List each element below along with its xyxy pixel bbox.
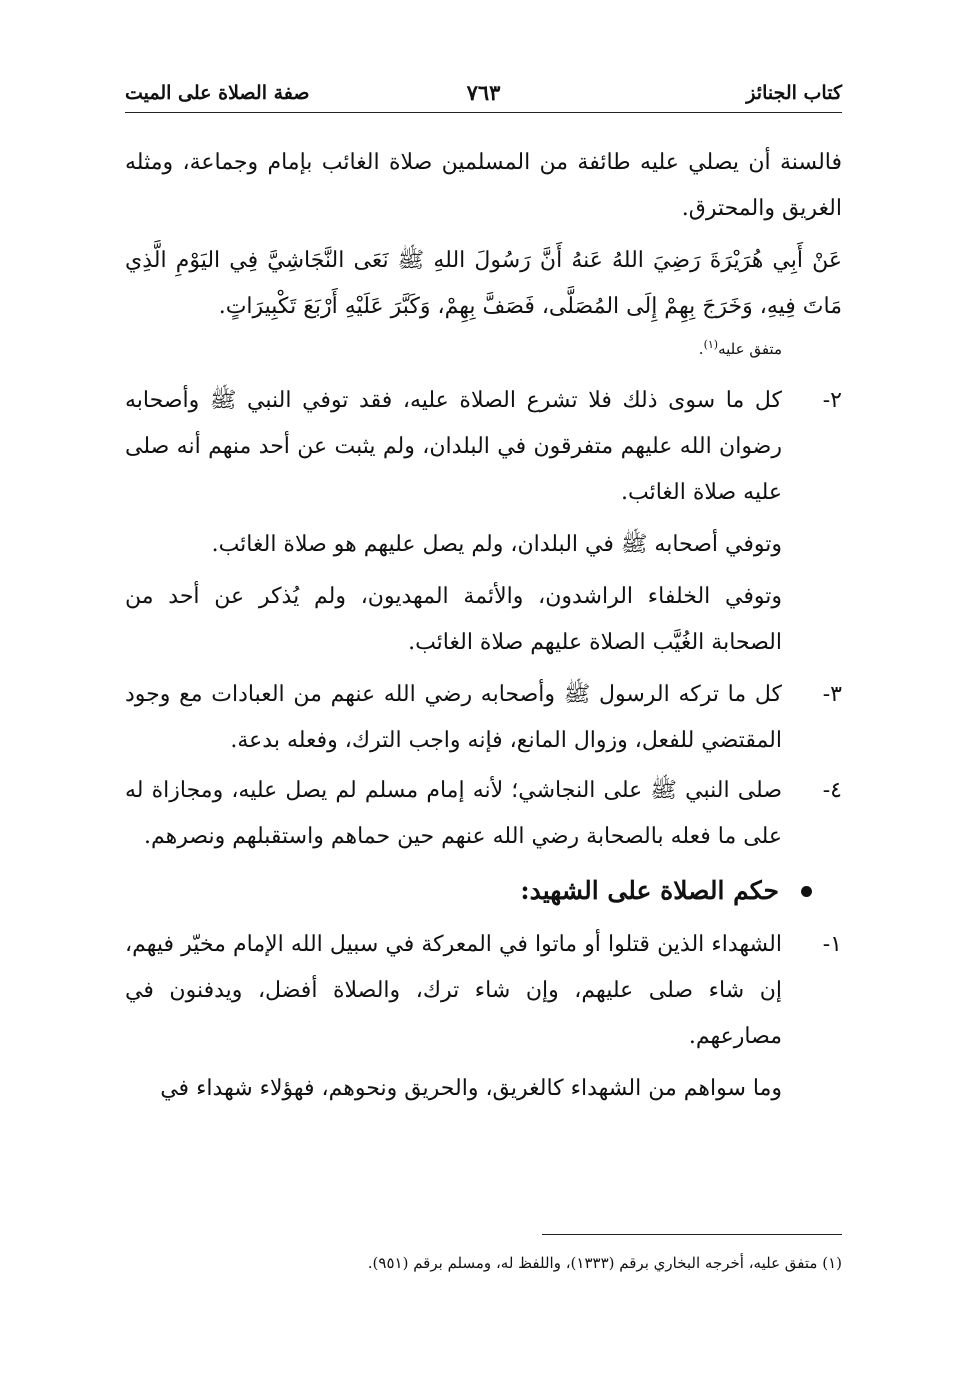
- list-item-3: [125, 672, 842, 764]
- item-text: صلى النبي ﷺ على النجاشي؛ لأنه إمام مسلم لم يصل عليه، ومجازاة له على ما فعله بالصحابة رضي الله عنهم حين حماهم واستقبلهم ونصرهم.: [125, 778, 782, 849]
- section-heading: [125, 866, 842, 916]
- footnote: (١) متفق عليه، أخرجه البخاري برقم (١٣٣٣)، واللفظ له، ومسلم برقم (٩٥١).: [367, 1254, 842, 1272]
- page-header: [125, 78, 842, 113]
- item-number: ٣-: [822, 682, 842, 707]
- item-number: ١-: [822, 932, 842, 957]
- footnote-divider: [542, 1234, 842, 1235]
- item-number: ٢-: [822, 388, 842, 413]
- list-item-2: [125, 378, 842, 516]
- list-item-4: [125, 768, 842, 860]
- book-title: كتاب الجنائز: [746, 82, 842, 104]
- item-text: كل ما تركه الرسول ﷺ وأصحابه رضي الله عنهم من العبادات مع وجود المقتضي للفعل، وزوال المانع، فإنه واجب الترك، وفعله بدعة.: [125, 682, 782, 753]
- hadith-text: عَنْ أَبِي هُرَيْرَةَ رَضِيَ اللهُ عَنهُ أَنَّ رَسُولَ اللهِ ﷺ نَعَى النَّجَاشِيَّ فِي اليَوْمِ الَّذِي مَاتَ فِيهِ، وَخَرَجَ بِهِمْ إِلَى المُصَلَّى، فَصَفَّ بِهِمْ، وَكَبَّرَ عَلَيْهِ أَرْبَعَ تَكْبِيرَاتٍ.: [125, 248, 842, 319]
- item2-sub-paragraph-2: وتوفي الخلفاء الراشدون، والأئمة المهديون، ولم يُذكر عن أحد من الصحابة الغُيَّب الصلاة عليهم صلاة الغائب.: [125, 584, 782, 655]
- hadith-source-end: .: [698, 340, 704, 358]
- intro-paragraph: فالسنة أن يصلي عليه طائفة من المسلمين صلاة الغائب بإمام وجماعة، ومثله الغريق والمحترق.: [125, 150, 842, 221]
- item-text: كل ما سوى ذلك فلا تشرع الصلاة عليه، فقد توفي النبي ﷺ وأصحابه رضوان الله عليهم متفرقون في البلدان، ولم يثبت عن أحد منهم أنه صلى عليه صلاة الغائب.: [125, 388, 782, 505]
- hadith-source: [125, 330, 842, 364]
- page-body: [125, 140, 842, 1118]
- section-title: صفة الصلاة على الميت: [125, 82, 310, 104]
- item-number: ٤-: [822, 778, 842, 803]
- list-item-martyr-1: [125, 922, 842, 1060]
- hadith-source-label: متفق عليه: [718, 340, 782, 358]
- section-heading-text: حكم الصلاة على الشهيد:: [520, 876, 779, 905]
- item2-sub-paragraph-1: وتوفي أصحابه ﷺ في البلدان، ولم يصل عليهم هو صلاة الغائب.: [211, 532, 782, 557]
- footnote-ref: (١): [703, 338, 719, 351]
- martyr-sub-paragraph: وما سواهم من الشهداء كالغريق، والحريق ونحوهم، فهؤلاء شهداء في: [160, 1076, 782, 1101]
- bullet-icon: [801, 886, 812, 897]
- page-number: ٧٦٣: [466, 80, 501, 105]
- item-text: الشهداء الذين قتلوا أو ماتوا في المعركة في سبيل الله الإمام مخيّر فيهم، إن شاء صلى عليهم، وإن شاء ترك، والصلاة أفضل، ويدفنون في مصارعهم.: [125, 932, 782, 1049]
